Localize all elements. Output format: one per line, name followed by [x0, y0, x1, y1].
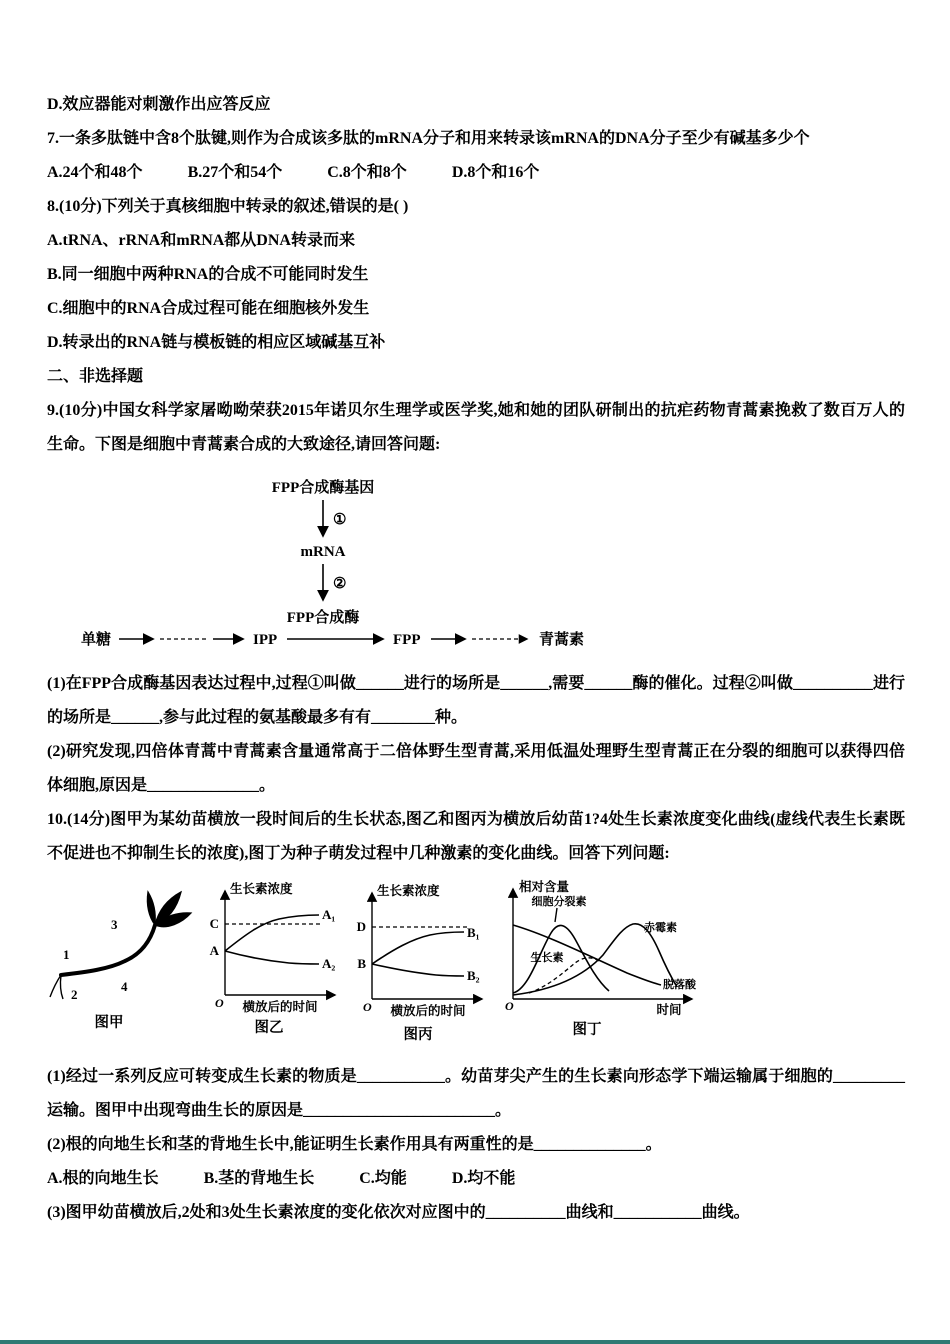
position-1-label: 1: [63, 947, 70, 962]
leaf-3: [147, 892, 155, 925]
q7-option-c: C.8个和8个: [327, 164, 407, 181]
question-10-sub2: (2)根的向地生长和茎的背地生长中,能证明生长素作用具有两重性的是______________。: [47, 1136, 662, 1153]
q10-option-c: C.均能: [359, 1170, 407, 1187]
curve-a1: [225, 915, 319, 951]
auxin-label: 生长素: [530, 952, 564, 964]
y-axis-label: 生长素浓度: [230, 882, 293, 896]
curve-a1-label: A₁: [322, 907, 336, 922]
question-7-options: [47, 156, 905, 190]
cytokinin-pointer: [555, 908, 557, 922]
question-8-stem: 8.(10分)下列关于真核细胞中转录的叙述,错误的是( ): [47, 198, 409, 215]
question-7-stem: 7.一条多肽链中含8个肽键,则作为合成该多肽的mRNA分子和用来转录该mRNA的DNA分子至少有碱基多少个: [47, 130, 810, 147]
cytokinin-label: 细胞分裂素: [531, 896, 587, 908]
artemisinin-pathway-diagram: [63, 472, 683, 658]
mark-b: B: [357, 956, 366, 971]
q10-option-d: D.均不能: [451, 1170, 516, 1187]
enzyme-label: FPP合成酶: [286, 610, 360, 626]
figure-yi-graph: [197, 877, 342, 1042]
question-10-sub1: (1)经过一系列反应可转变成生长素的物质是___________。幼苗芽尖产生的生长素向形态学下端运输属于细胞的_________运输。图甲中出现弯曲生长的原因是________________________。: [47, 1068, 905, 1119]
question-9-stem: 9.(10分)中国女科学家屠呦呦荣获2015年诺贝尔生理学或医学奖,她和她的团队研制出的抗疟药物青蒿素挽救了数百万人的生命。下图是细胞中青蒿素合成的大致途径,请回答问题:: [47, 402, 905, 453]
x-axis-label: 时间: [656, 1003, 682, 1017]
monosaccharide-label: 单糖: [81, 632, 112, 648]
x-axis-label: 横放后的时间: [242, 1000, 318, 1014]
x-axis-label: 横放后的时间: [390, 1004, 466, 1018]
section-2-title: 二、非选择题: [47, 368, 144, 385]
fpp-label: FPP: [393, 632, 421, 648]
question-10-sub3: (3)图甲幼苗横放后,2处和3处生长素浓度的变化依次对应图中的__________曲线和___________曲线。: [47, 1204, 750, 1221]
question-9-sub2: (2)研究发现,四倍体青蒿中青蒿素含量通常高于二倍体野生型青蒿,采用低温处理野生型青蒿正在分裂的细胞可以获得四倍体细胞,原因是______________。: [47, 743, 905, 794]
q10-option-b: B.茎的背地生长: [203, 1170, 315, 1187]
gibberellin-label: 赤霉素: [644, 922, 677, 934]
q7-option-b: B.27个和54个: [187, 164, 283, 181]
curve-b1-label: B₁: [467, 925, 480, 940]
y-axis-label: 相对含量: [519, 880, 570, 894]
position-3-label: 3: [111, 917, 118, 932]
pathway-gene-label: FPP合成酶基因: [271, 480, 375, 496]
question-9-sub1: (1)在FPP合成酶基因表达过程中,过程①叫做______进行的场所是______,需要______酶的催化。过程②叫做__________进行的场所是______,参与此过程的氨基酸最多有有________种。: [47, 675, 905, 726]
q8-option-c: C.细胞中的RNA合成过程可能在细胞核外发生: [47, 300, 370, 317]
origin-label: O: [215, 996, 224, 1010]
y-axis-label: 生长素浓度: [377, 884, 440, 898]
q8-option-b: B.同一细胞中两种RNA的合成不可能同时发生: [47, 266, 369, 283]
aba-label: 脱落酸: [663, 979, 696, 991]
process-1-label: ①: [333, 512, 347, 528]
question-10-options: [47, 1162, 905, 1196]
curve-b2-label: B₂: [467, 968, 480, 983]
mrna-label: mRNA: [300, 544, 346, 560]
origin-label: O: [505, 999, 514, 1013]
artemisinin-label: 青蒿素: [539, 632, 585, 648]
figure-yi-caption: 图乙: [254, 1020, 284, 1036]
seedling-stem: [61, 925, 155, 975]
q8-option-a: A.tRNA、rRNA和mRNA都从DNA转录而来: [47, 232, 355, 249]
curve-a2-label: A₂: [322, 956, 336, 971]
q6-option-d: D.效应器能对刺激作出应答反应: [47, 96, 271, 113]
root-line-1: [50, 975, 61, 997]
curve-b1: [372, 932, 464, 964]
question-10-stem: 10.(14分)图甲为某幼苗横放一段时间后的生长状态,图乙和图丙为横放后幼苗1?4处生长素浓度变化曲线(虚线代表生长素既不促进也不抑制生长的浓度),图丁为种子萌发过程中几种激素的变化曲线。回答下列问题:: [47, 811, 905, 862]
scan-edge-artifact: [0, 1340, 950, 1344]
q8-option-d: D.转录出的RNA链与模板链的相应区域碱基互补: [47, 334, 386, 351]
position-4-label: 4: [121, 979, 128, 994]
question-10-figure: [47, 877, 905, 1052]
figure-ding-caption: 图丁: [572, 1022, 602, 1038]
mark-d: D: [356, 919, 366, 934]
curve-a2: [225, 951, 319, 964]
root-line-2: [60, 975, 63, 999]
pathway-diagram-block: [63, 472, 905, 663]
figure-bing-graph: [342, 877, 487, 1052]
position-2-label: 2: [71, 987, 78, 1002]
curve-b2: [372, 964, 464, 976]
ipp-label: IPP: [253, 632, 278, 648]
figure-jia-seedling: [47, 877, 197, 1042]
mark-a: A: [209, 943, 219, 958]
figure-jia-caption: 图甲: [94, 1015, 124, 1031]
process-2-label: ②: [333, 576, 347, 592]
mark-c: C: [209, 916, 219, 931]
origin-label: O: [363, 1000, 372, 1014]
q7-option-a: A.24个和48个: [47, 164, 143, 181]
q10-option-a: A.根的向地生长: [47, 1170, 159, 1187]
figure-bing-caption: 图丙: [403, 1027, 433, 1043]
figure-ding-graph: [487, 877, 702, 1042]
q7-option-d: D.8个和16个: [451, 164, 540, 181]
